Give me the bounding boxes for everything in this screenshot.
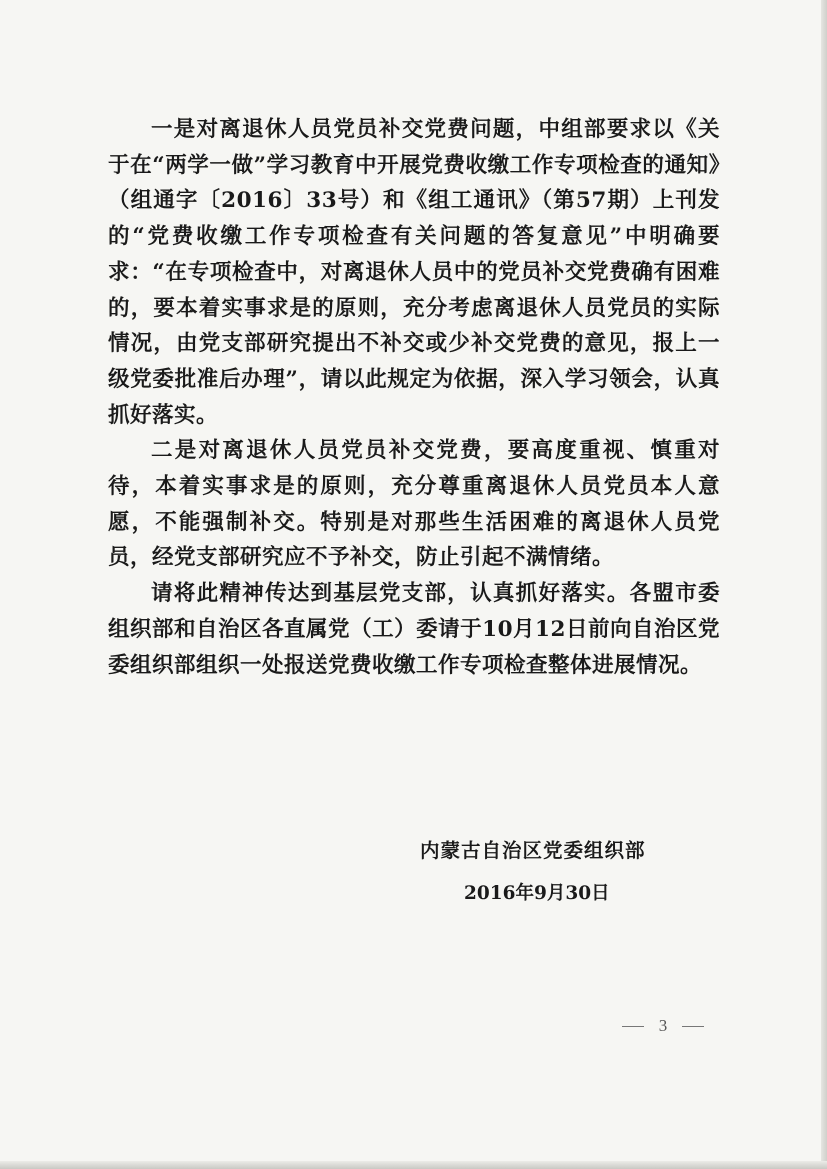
- page-footer: [622, 1016, 704, 1036]
- footer-dash-left: [622, 1026, 644, 1027]
- issue-date: 2016年9月30日: [464, 883, 610, 904]
- paragraph-2: 二是对离退休人员党员补交党费，要高度重视、慎重对待，本着实事求是的原则，充分尊重离退休人员党员本人意愿，不能强制补交。特别是对那些生活困难的离退休人员党员，经党支部研究应不予补交，防止引起不满情绪。: [108, 438, 720, 571]
- paragraph-3: 请将此精神传达到基层党支部，认真抓好落实。各盟市委组织部和自治区各直属党（工）委请于10月12日前向自治区党委组织部组织一处报送党费收缴工作专项检查整体进展情况。: [108, 581, 720, 678]
- page-edge-bottom: [0, 1161, 827, 1169]
- document-body: [108, 112, 720, 683]
- signature-block: [420, 836, 680, 908]
- issuing-organization: 内蒙古自治区党委组织部: [420, 839, 646, 862]
- paragraph-1: 一是对离退休人员党员补交党费问题，中组部要求以《关于在“两学一做”学习教育中开展党费收缴工作专项检查的通知》（组通字〔2016〕33号）和《组工通讯》（第57期）上刊发的“党费收缴工作专项检查有关问题的答复意见”中明确要求：“在专项检查中，对离退休人员中的党员补交党费确有困难的，要本着实事求是的原则，充分考虑离退休人员党员的实际情况，由党支部研究提出不补交或少补交党费的意见，报上一级党委批准后办理”，请以此规定为依据，深入学习领会，认真抓好落实。: [108, 117, 720, 428]
- page-edge-right: [821, 0, 827, 1169]
- page-number: 3: [658, 1016, 668, 1035]
- footer-dash-right: [682, 1026, 704, 1027]
